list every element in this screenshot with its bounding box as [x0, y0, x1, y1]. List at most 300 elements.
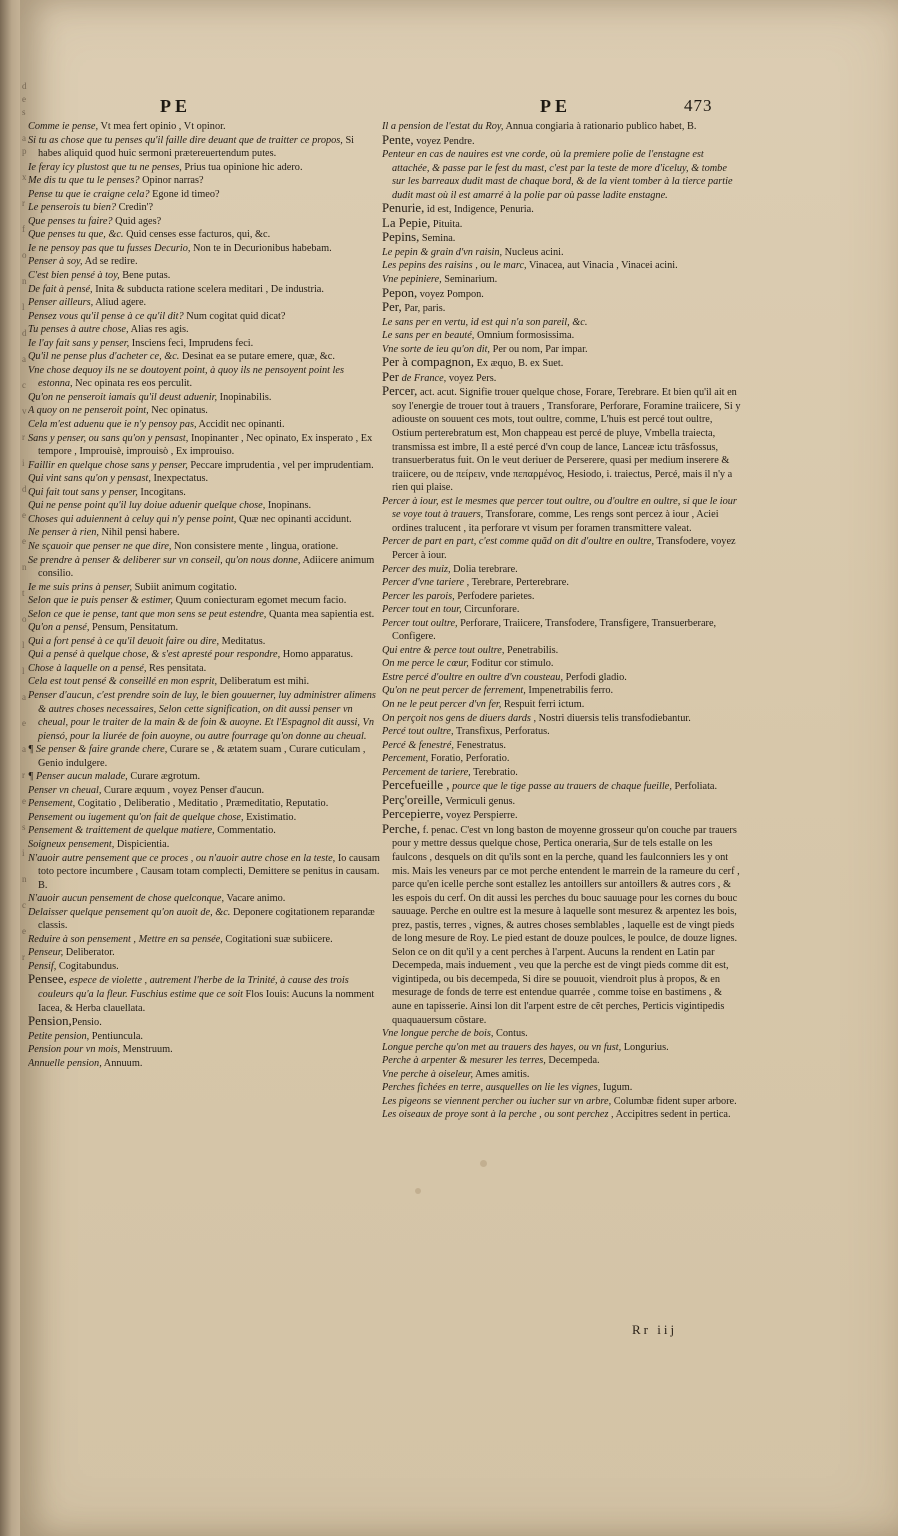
entry-french-text: On ne le peut percer d'vn fer, — [382, 698, 502, 710]
dictionary-entry — [382, 698, 742, 712]
dictionary-entry — [28, 1043, 380, 1057]
entry-headword: Percepierre, — [382, 807, 444, 822]
dictionary-entry — [28, 242, 380, 256]
entry-french-text: Soigneux pensement, — [28, 838, 115, 850]
entry-latin-text: Curare ægrotum. — [127, 771, 201, 783]
dictionary-entry — [382, 273, 742, 287]
entry-latin-text: Meditatus. — [219, 635, 266, 647]
entry-french-text: ¶ Se penser & faire grande chere, — [28, 744, 168, 756]
entry-latin-text: Accidit nec opinanti. — [196, 419, 285, 431]
dictionary-entry — [382, 779, 742, 794]
entry-latin-text: Adiicere animum consilio. — [38, 554, 375, 580]
entry-latin-text: Cogitationi suæ subiicere. — [222, 933, 333, 945]
dictionary-entry — [28, 1030, 380, 1044]
entry-headword: Pension, — [28, 1014, 72, 1029]
dictionary-entry — [28, 933, 380, 947]
entry-french-text: Qu'on ne peut percer de ferrement, — [382, 685, 526, 697]
dictionary-entry — [382, 329, 742, 343]
entry-french-text: Qui entre & perce tout oultre, — [382, 644, 505, 656]
entry-latin-text: Nostri diuersis telis transfodiebantur. — [536, 712, 691, 724]
entry-latin-text: Ex æquo, B. ex Suet. — [474, 358, 564, 370]
entry-latin-text: Curare æquum , voyez Penser d'aucun. — [101, 784, 265, 796]
dictionary-entry — [382, 385, 742, 494]
entry-latin-text: Pentiuncula. — [89, 1030, 143, 1042]
entry-french-text: N'auoir autre pensement que ce proces , ou n'auoir autre chose en la teste, — [28, 852, 336, 864]
entry-latin-text: Transforare, comme, Les rengs sont percez à iour , Aciei ordines tralucent , ita perforare vt visum per foramen transmittere valeat. — [392, 509, 719, 534]
edge-fragment: a — [22, 692, 26, 702]
dictionary-entry — [382, 343, 742, 357]
entry-latin-text: Res pensitata. — [146, 662, 207, 674]
entry-french-text: Tu penses à autre chose, — [28, 324, 129, 336]
entry-french-text: C'est bien pensé à toy, — [28, 270, 120, 282]
dictionary-entry — [382, 134, 742, 149]
entry-latin-text: Pituita. — [430, 218, 463, 230]
edge-fragment: e — [22, 718, 26, 728]
entry-latin-text: f. penac. C'est vn long baston de moyenne grosseur qu'on couche par trauers pour y mettre dessus quelque chose, Pertica oneraria, Sur de tels estalle on les faulcons , desquels on dit qu'ils sont en la perche, quand les faulconniers les y ont mis. Mais les veneurs par ce mot perche entendent le marrein de la rameure du cerf , parce qu'en icelle perche sont estallez les antoillers sur antoillers & autres cors , & les espois du cerf. On dit aussi les perches du bouc sauuage pour les cornes du bouc sauuage. Perche en oultre est la mesure à laquelle sont mesurez & arpentez les bois, prez, pastis, terres , vignes, & autres choses semblables , laquelle est de vingt pieds de long mesure de Roy. Le pied estant de douze poulces, le poulce, de douze lignes. Selon ce on dit qu'il y a cent perches à l'arpent. Aucuns la rendent en Latin par Decempeda, mais induement , veu que la perche est de vingt pieds comme dit est, vigintipeda, ou bis decempeda, Si dire se pouuoit, viendroit plus à propos, & en mesurage de fonds de terre est entendue quarrée , comme toise en bastimens , & aune en tapisserie. Ainsi lon dit l'arpent estre de cẽt perches, Perticis vigintipedis quaquauersum cõstare. — [392, 824, 740, 1026]
entry-french-text: Vne perche à oiseleur, — [382, 1068, 474, 1080]
entry-latin-text: Nec opinatus. — [148, 405, 208, 417]
edge-fragment: n — [22, 562, 27, 572]
dictionary-entry — [28, 1057, 380, 1071]
entry-french-text: N'auoir aucun pensement de chose quelconque, — [28, 893, 225, 905]
dictionary-entry — [382, 1068, 742, 1082]
dictionary-entry — [382, 231, 742, 246]
entry-latin-text: Inita & subducta ratione scelera meditari , De industria. — [92, 283, 324, 295]
entry-latin-text: Dolia terebrare. — [450, 563, 518, 575]
entry-latin-text: Quæ nec opinanti accidunt. — [236, 513, 352, 525]
dictionary-entry — [382, 725, 742, 739]
edge-fragment: d — [22, 81, 27, 91]
dictionary-entry — [28, 486, 380, 500]
entry-french-text: Pense tu que ie craigne cela? — [28, 188, 150, 200]
left-column — [28, 120, 380, 1070]
entry-french-text: Le pepin & grain d'vn raisin, — [382, 246, 503, 258]
entry-latin-text: Aliud agere. — [93, 297, 147, 309]
entry-latin-text: Omnium formosissima. — [474, 330, 575, 342]
entry-french-text: Percer tout en tour, — [382, 604, 462, 616]
dictionary-entry — [28, 350, 380, 364]
entry-latin-text: Curare se , & ætatem suam , Curare cuticulam , Genio indulgere. — [38, 744, 366, 769]
entry-french-text: Qui vint sans qu'on y pensast, — [28, 473, 151, 485]
entry-french-text: Pensement & traittement de quelque matiere, — [28, 825, 215, 837]
dictionary-entry — [28, 662, 380, 676]
entry-latin-text: Terebrare, Perterebrare. — [469, 577, 569, 589]
entry-latin-text: Nucleus acini. — [502, 246, 564, 258]
entry-french-text: Penteur en cas de nauires est vne corde, où la premiere polie de l'enstagne est attachée, & passe par le fest du mast, c'est par la teste de more d'iceluy, & tombe sur les barreaux dudit mast de chaque bord, & de la vient tomber à la tierce partie dudit mast où il est amarré à la polie par où passe ladite enstagne. — [382, 149, 733, 201]
dictionary-entry — [382, 246, 742, 260]
entry-latin-text: Flos Iouis: Aucuns la nomment Iacea, & Herba clauellata. — [38, 989, 375, 1014]
entry-latin-text: Deponere cogitationem reparandæ classis. — [38, 906, 375, 932]
entry-latin-text: Par, paris. — [401, 303, 446, 315]
entry-latin-text: Respuit ferri ictum. — [501, 698, 585, 710]
entry-french-text: Pensement, — [28, 798, 76, 810]
entry-latin-text: Perfodi gladio. — [563, 671, 627, 683]
entry-latin-text: Peccare imprudentia , vel per imprudentiam. — [187, 459, 374, 471]
entry-french-text: Percer les parois, — [382, 590, 455, 602]
entry-french-text: pource que le tige passe au trauers de chaque fueille, — [449, 781, 672, 793]
edge-fragment: d — [22, 328, 27, 338]
entry-french-text: Pensif, — [28, 960, 57, 972]
entry-latin-text: Columbæ fident super arbore. — [611, 1095, 737, 1107]
entry-french-text: Estre percé d'oultre en oultre d'vn cousteau, — [382, 671, 564, 683]
entry-french-text: Cela est tout pensé & conseillé en mon esprit, — [28, 676, 218, 688]
entry-latin-text: Inopinans. — [265, 500, 312, 512]
dictionary-entry — [28, 134, 380, 161]
entry-french-text: Le penserois tu bien? — [28, 202, 116, 214]
dictionary-entry — [382, 794, 742, 809]
entry-latin-text: Fenestratus. — [453, 739, 507, 751]
entry-latin-text: act. acut. Signifie trouer quelque chose, Forare, Terebrare. Et bien qu'il ait en soy l'energie de trouer tout à trauers , Transforare, Perforare, Foramine traiicere, Si y adiouste on souuent ces mots, tout oultre, comme, L'huis est percé tout oultre, Ostium perterebratum est, Mon chappeau est percé de pluye, Vmbella traiecta, transmissa est imbre, Il a esté percé d'vn coup de lance, Lanceæ ictu trãsfossus, transuerberatus fuit. On le veut deriuer de Perserere, quasi per medium inserere & traiicere, ou de πείρειν, vnde πεπαρμένος, Hesiodo, i. traiectus, Percé, mais il n'y a rien qui plaise. — [392, 387, 741, 494]
edge-fragment: a — [22, 744, 26, 754]
dictionary-entry — [382, 495, 742, 536]
edge-fragment: f — [22, 224, 25, 234]
edge-fragment: n — [22, 276, 27, 286]
entry-headword: Per — [382, 369, 400, 384]
entry-latin-text: Circunforare. — [461, 604, 520, 616]
entry-latin-text: Terebratio. — [470, 766, 518, 778]
entry-french-text: Qui ne pense point qu'il luy doiue aduenir quelque chose, — [28, 500, 266, 512]
dictionary-entry — [382, 563, 742, 577]
entry-french-text: Percer tout oultre, — [382, 617, 458, 629]
dictionary-entry — [382, 644, 742, 658]
dictionary-entry — [28, 513, 380, 527]
entry-french-text: Cela m'est aduenu que ie n'y pensoy pas, — [28, 419, 197, 431]
entry-latin-text: Incogitans. — [137, 486, 186, 498]
edge-fragment: r — [22, 770, 25, 780]
dictionary-entry — [382, 148, 742, 202]
dictionary-entry — [382, 1054, 742, 1068]
edge-fragment: l — [22, 640, 25, 650]
dictionary-entry — [28, 1015, 380, 1030]
entry-french-text: On me perce le cœur, — [382, 658, 469, 670]
entry-french-text: Qu'il ne pense plus d'acheter ce, &c. — [28, 351, 180, 363]
entry-french-text: On perçoit nos gens de diuers dards , — [382, 712, 537, 724]
entry-french-text: Que penses tu faire? — [28, 215, 113, 227]
edge-fragment: r — [22, 432, 25, 442]
entry-headword: Pensee, — [28, 972, 67, 987]
edge-fragment: l — [22, 666, 25, 676]
dictionary-entry — [382, 752, 742, 766]
entry-latin-text: voyez Perspierre. — [443, 810, 518, 822]
header-left: PE — [160, 96, 192, 116]
entry-latin-text: Menstruum. — [120, 1044, 173, 1056]
page-number: 473 — [684, 96, 713, 115]
dictionary-entry — [28, 228, 380, 242]
entry-french-text: de France, — [399, 372, 447, 384]
dictionary-entry — [28, 418, 380, 432]
dictionary-entry — [28, 283, 380, 297]
edge-fragment: n — [22, 874, 27, 884]
edge-fragment: c — [22, 900, 26, 910]
entry-latin-text: voyez Pompon. — [417, 288, 484, 300]
entry-latin-text: Transfixus, Perforatus. — [453, 726, 550, 738]
entry-french-text: Se prendre à penser & deliberer sur vn conseil, qu'on nous donne, — [28, 554, 301, 566]
entry-latin-text: Deliberatum est mihi. — [217, 676, 310, 688]
entry-french-text: Vne sorte de ieu qu'on dit, — [382, 343, 491, 355]
entry-headword: Pepon, — [382, 285, 418, 300]
entry-french-text: Il a pension de l'estat du Roy, — [382, 121, 504, 132]
edge-fragment: r — [22, 952, 25, 962]
dictionary-entry — [382, 1041, 742, 1055]
dictionary-entry — [382, 1095, 742, 1109]
entry-latin-text: Alias res agis. — [128, 324, 189, 336]
entry-french-text: Vne longue perche de bois, — [382, 1028, 494, 1040]
edge-fragment: i — [22, 848, 25, 858]
dictionary-entry — [382, 671, 742, 685]
entry-french-text: Percé & fenestré, — [382, 739, 454, 751]
entry-latin-text: Nec opinata res eos perculit. — [72, 378, 193, 390]
entry-french-text: Percer de part en part, c'est comme quãd on dit d'oultre en oultre, — [382, 536, 655, 548]
entry-french-text: Reduire à son pensement , Mettre en sa pensée, — [28, 933, 223, 945]
entry-headword: Percer, — [382, 384, 418, 399]
edge-fragment: s — [22, 107, 26, 117]
entry-french-text: Ie l'ay fait sans y penser, — [28, 337, 130, 349]
entry-french-text: Vne chose dequoy ils ne se doutoyent point, à quoy ils ne pensoyent point les estonna, — [28, 364, 344, 390]
entry-latin-text: Perfodere parietes. — [454, 590, 535, 602]
dictionary-entry — [28, 120, 380, 134]
entry-headword: Pente, — [382, 132, 414, 147]
entry-french-text: Perche à arpenter & mesurer les terres, — [382, 1055, 546, 1067]
edge-fragment: a — [22, 133, 26, 143]
dictionary-entry — [382, 823, 742, 1027]
book-page — [20, 0, 898, 1536]
entry-latin-text: Ad se redire. — [82, 256, 138, 268]
right-column — [382, 120, 742, 1122]
entry-latin-text: Quanta mea sapientia est. — [266, 608, 375, 620]
dictionary-entry — [382, 217, 742, 232]
entry-latin-text: Inopinanter , Nec opinato, Ex insperato , Ex tempore , Improuisè, improuisò , Ex improuiso. — [38, 432, 373, 458]
entry-latin-text: Contus. — [493, 1028, 528, 1040]
entry-french-text: Le sans per en vertu, id est qui n'a son pareil, &c. — [382, 316, 588, 328]
dictionary-entry — [382, 356, 742, 371]
entry-headword: Percefueille , — [382, 778, 450, 793]
edge-fragment: l — [22, 302, 25, 312]
edge-fragment: x — [22, 172, 27, 182]
edge-fragment: i — [22, 458, 25, 468]
entry-latin-text: Vermiculi genus. — [442, 795, 516, 807]
entry-french-text: De fait à pensé, — [28, 283, 93, 295]
dictionary-entry — [382, 617, 742, 644]
entry-latin-text: Commentatio. — [214, 825, 276, 837]
dictionary-entry — [28, 581, 380, 595]
dictionary-entry — [382, 712, 742, 726]
dictionary-entry — [382, 1081, 742, 1095]
header-right: PE — [540, 96, 572, 116]
entry-french-text: Longue perche qu'on met au trauers des hayes, ou vn fust, — [382, 1041, 622, 1053]
entry-latin-text: voyez Pendre. — [413, 135, 475, 147]
dictionary-entry — [28, 811, 380, 825]
entry-french-text: Ie me suis prins à penser, — [28, 581, 133, 593]
entry-french-text: Que penses tu que, &c. — [28, 229, 124, 241]
dictionary-entry — [28, 391, 380, 405]
dictionary-entry — [28, 892, 380, 906]
entry-headword: Per à compagnon, — [382, 355, 475, 370]
entry-latin-text: Deliberator. — [63, 947, 115, 959]
entry-french-text: Percement, — [382, 753, 429, 765]
entry-latin-text: Longurius. — [621, 1041, 669, 1053]
entry-latin-text: Insciens feci, Imprudens feci. — [129, 337, 254, 349]
entry-latin-text: Quid ages? — [112, 215, 162, 227]
dictionary-entry — [28, 432, 380, 459]
entry-latin-text: Desinat ea se putare emere, quæ, &c. — [179, 351, 335, 363]
entry-latin-text: Cogitabundus. — [56, 960, 119, 972]
dictionary-entry — [28, 337, 380, 351]
running-header — [20, 96, 898, 120]
dictionary-entry — [28, 404, 380, 418]
dictionary-entry — [28, 459, 380, 473]
entry-latin-text: Quum coniecturam egomet mecum facio. — [173, 595, 347, 607]
dictionary-entry — [28, 188, 380, 202]
dictionary-entry — [382, 316, 742, 330]
entry-latin-text: Decempeda. — [545, 1055, 600, 1067]
entry-latin-text: Bene putas. — [119, 270, 171, 282]
entry-latin-text: Homo apparatus. — [280, 649, 354, 661]
entry-french-text: Ne sçauoir que penser ne que dire, — [28, 540, 172, 552]
entry-latin-text: Per ou nom, Par impar. — [490, 343, 588, 355]
dictionary-entry — [28, 310, 380, 324]
dictionary-entry — [28, 161, 380, 175]
dictionary-entry — [382, 590, 742, 604]
entry-latin-text: Pensio. — [71, 1017, 102, 1029]
dictionary-entry — [28, 770, 380, 784]
entry-french-text: Les oiseaux de proye sont à la perche , ou sont perchez , — [382, 1109, 614, 1121]
entry-latin-text: Pensum, Pensitatum. — [89, 622, 179, 634]
edge-fragment: r — [22, 198, 25, 208]
entry-latin-text: Inopinabilis. — [217, 391, 272, 403]
dictionary-entry — [28, 824, 380, 838]
entry-french-text: Sans y penser, ou sans qu'on y pensast, — [28, 432, 189, 444]
entry-latin-text: Credin'? — [116, 202, 154, 214]
entry-latin-text: voyez Pers. — [446, 372, 497, 384]
entry-latin-text: Subiit animum cogitatio. — [132, 581, 237, 593]
dictionary-entry — [382, 120, 742, 134]
entry-french-text: Penser vn cheual, — [28, 784, 102, 796]
entry-latin-text: Transfodere, voyez Percer à iour. — [392, 536, 736, 561]
entry-french-text: Faillir en quelque chose sans y penser, — [28, 459, 188, 471]
entry-latin-text: Penetrabilis. — [504, 644, 559, 656]
entry-latin-text: id est, Indigence, Penuria. — [424, 204, 534, 216]
entry-latin-text: Seminarium. — [441, 274, 498, 286]
entry-french-text: Perches fichées en terre, ausquelles on lie les vignes, — [382, 1082, 601, 1094]
entry-french-text: Qu'on ne penseroit iamais qu'il deust aduenir, — [28, 391, 218, 403]
edge-fragment: d — [22, 484, 27, 494]
dictionary-entry — [28, 201, 380, 215]
dictionary-entry — [28, 540, 380, 554]
entry-latin-text: Egone id timeo? — [149, 188, 220, 200]
dictionary-entry — [28, 255, 380, 269]
entry-french-text: Petite pension, — [28, 1030, 90, 1042]
edge-fragment: s — [22, 822, 26, 832]
entry-latin-text: Ames amitis. — [473, 1068, 530, 1080]
entry-headword: Per, — [382, 300, 402, 315]
entry-french-text: Les pepins des raisins , ou le marc, — [382, 260, 527, 272]
dictionary-entry — [28, 960, 380, 974]
dictionary-entry — [28, 323, 380, 337]
dictionary-entry — [382, 657, 742, 671]
edge-fragment: e — [22, 94, 26, 104]
edge-fragment: e — [22, 796, 26, 806]
dictionary-entry — [28, 852, 380, 893]
entry-french-text: Ie ne pensoy pas que tu fusses Decurio, — [28, 242, 191, 254]
entry-headword: Penurie, — [382, 201, 425, 216]
entry-french-text: Selon ce que ie pense, tant que mon sens se peut estendre, — [28, 608, 267, 620]
entry-headword: Pepins, — [382, 230, 420, 245]
dictionary-entry — [28, 689, 380, 743]
entry-french-text: Qui fait tout sans y penser, — [28, 486, 138, 498]
edge-fragment: o — [22, 250, 27, 260]
entry-french-text: espece de violette , autrement l'herbe de la Trinité, à cause des trois couleurs qu'a la fleur. Fuschius estime que ce soit — [38, 975, 349, 1000]
dictionary-entry — [382, 202, 742, 217]
entry-french-text: Pensement ou iugement qu'on fait de quelque chose, — [28, 811, 244, 823]
edge-fragment: p — [22, 146, 27, 156]
edge-fragment: c — [22, 380, 26, 390]
dictionary-entry — [382, 287, 742, 302]
entry-french-text: Penser d'aucun, c'est prendre soin de luy, le bien gouuerner, luy administrer alimens & autres choses necessaires, Selon cette signification, on dit aussi penser vn cheual, pour le traiter de la main & de foin & auoyne. Et l'Espagnol dit aussi, Vn piensó, pour la liurée de foin auoyne, ou autre fourrage qu'on donne au cheual. — [28, 689, 376, 742]
entry-french-text: ¶ Penser aucun malade, — [28, 771, 128, 783]
entry-headword: La Pepie, — [382, 215, 431, 230]
dictionary-entry — [382, 1108, 742, 1122]
dictionary-entry — [28, 554, 380, 581]
dictionary-entry — [28, 648, 380, 662]
entry-latin-text: Quid censes esse facturos, qui, &c. — [123, 229, 271, 241]
edge-fragment: e — [22, 926, 26, 936]
entry-french-text: Le sans per en beauté, — [382, 330, 475, 342]
entry-latin-text: Accipitres sedent in pertica. — [613, 1109, 731, 1121]
entry-french-text: Me dis tu que tu le penses? — [28, 175, 140, 187]
entry-latin-text: Num cogitat quid dicat? — [183, 310, 286, 322]
entry-latin-text: Semina. — [419, 233, 456, 245]
entry-latin-text: Vinacea, aut Vinacia , Vinacei acini. — [526, 260, 678, 272]
entry-french-text: Vne pepiniere, — [382, 274, 442, 286]
dictionary-entry — [28, 526, 380, 540]
entry-latin-text: Perforare, Traiicere, Transfodere, Transfigere, Transuerberare, Configere. — [392, 617, 717, 643]
entry-latin-text: Iugum. — [600, 1082, 633, 1094]
dictionary-entry — [28, 906, 380, 933]
entry-french-text: Qu'on a pensé, — [28, 622, 90, 634]
entry-latin-text: Impenetrabilis ferro. — [525, 685, 614, 697]
entry-french-text: Percer d'vne tariere , — [382, 577, 470, 589]
dictionary-entry — [28, 946, 380, 960]
entry-french-text: Percé tout oultre, — [382, 726, 454, 738]
dictionary-entry — [382, 739, 742, 753]
dictionary-entry — [28, 594, 380, 608]
dictionary-entry — [28, 973, 380, 1015]
entry-french-text: Qui a pensé à quelque chose, & s'est apresté pour respondre, — [28, 649, 281, 661]
dictionary-entry — [28, 635, 380, 649]
dictionary-entry — [382, 259, 742, 273]
dictionary-entry — [382, 576, 742, 590]
entry-latin-text: Opinor narras? — [139, 175, 204, 187]
entry-french-text: Penser à soy, — [28, 256, 83, 268]
edge-fragment: a — [22, 354, 26, 364]
entry-latin-text: Io causam toto pectore incumbere , Causam totam complecti, Demittere se penitus in causam. B. — [38, 852, 380, 891]
dictionary-entry — [28, 472, 380, 486]
entry-latin-text: Non te in Decurionibus habebam. — [190, 242, 332, 254]
dictionary-entry — [28, 743, 380, 770]
entry-headword: Perche, — [382, 821, 421, 836]
entry-french-text: Annuelle pension, — [28, 1057, 102, 1069]
entry-french-text: Percer des muiz, — [382, 563, 451, 575]
dictionary-entry — [28, 608, 380, 622]
entry-french-text: Penser ailleurs, — [28, 297, 94, 309]
dictionary-entry — [382, 766, 742, 780]
entry-latin-text: Annuum. — [101, 1057, 143, 1069]
entry-french-text: Pensez vous qu'il pense à ce qu'il dit? — [28, 310, 184, 322]
dictionary-entry — [28, 797, 380, 811]
entry-french-text: Si tu as chose que tu penses qu'il faille dire deuant que de traitter ce propos, — [28, 134, 343, 146]
entry-latin-text: Dispicientia. — [114, 838, 170, 850]
entry-french-text: Choses qui aduiennent à celuy qui n'y pense point, — [28, 513, 237, 525]
